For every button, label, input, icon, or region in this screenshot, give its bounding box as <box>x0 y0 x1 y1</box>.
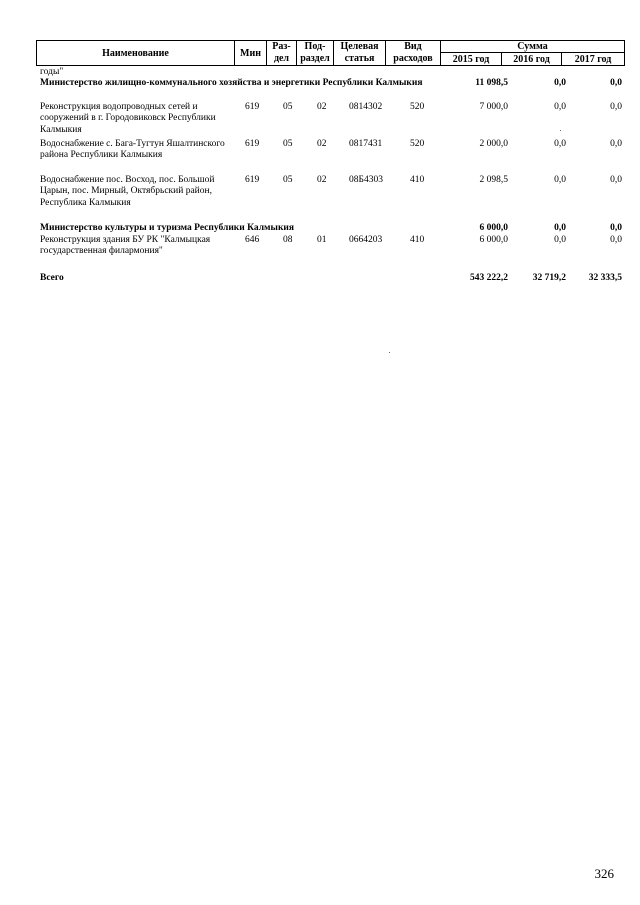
podrazdel-code: 02 <box>317 139 327 149</box>
header-name: Наименование <box>37 41 235 66</box>
header-celevaya-2: статья <box>334 53 386 66</box>
header-celevaya-1: Целевая <box>334 41 386 53</box>
podrazdel-code: 02 <box>317 102 327 112</box>
expense-type: 410 <box>410 235 425 245</box>
header-razdel-2: дел <box>267 53 297 66</box>
header-min: Мин <box>235 41 267 66</box>
sum-2016: 0,0 <box>554 235 566 245</box>
header-2015: 2015 год <box>441 53 502 66</box>
sum-2015: 7 000,0 <box>479 102 508 112</box>
header-summa: Сумма <box>441 41 625 53</box>
min-code: 619 <box>245 139 260 149</box>
expense-type: 520 <box>410 102 425 112</box>
sum-2017: 0,0 <box>610 223 622 233</box>
sum-2015: 2 098,5 <box>479 175 508 185</box>
row-name: Водоснабжение с. Бага-Тугтун Яшалтинского района Республики Калмыкия <box>40 139 225 161</box>
sum-2016: 0,0 <box>554 102 566 112</box>
sum-2017: 0,0 <box>610 175 622 185</box>
sum-2017: 0,0 <box>610 102 622 112</box>
sum-2017: 0,0 <box>610 235 622 245</box>
min-code: 646 <box>245 235 260 245</box>
min-code: 619 <box>245 102 260 112</box>
razdel-code: 05 <box>283 139 293 149</box>
header-vid-2: расходов <box>386 53 441 66</box>
sum-2016: 0,0 <box>554 78 566 88</box>
scan-speck <box>389 352 390 353</box>
sum-2016: 0,0 <box>554 139 566 149</box>
target-article: 0814302 <box>349 102 383 112</box>
podrazdel-code: 01 <box>317 235 327 245</box>
sum-2017: 32 333,5 <box>588 273 622 283</box>
table-body: годы" Министерство жилищно-коммунального хозяйства и энергетики Республики Калмыкия 11 098,5 0,0 0,0 Реконструкция водопроводных сетей и сооружений в г. Городовиковск Республики Калмыкия 619 05 02 0814302 520 7 000,0 0,0 0,0 Водоснабжение с. Бага-Тугтун Яшалтинского района Республики Калмыкия 619 05 02 0817431 520 2 000,0 0,0 0,0 Водоснабжение пос. Восход, пос. Большой Царын, пос. Мирный, Октябрьский район, Республика Калмыкия 619 05 02 08Б4303 410 2 098,5 0,0 0,0 Министерство культуры и туризма Республики Калмыкия 6 000,0 0,0 0,0 Реконструкция здания БУ РК "Калмыцкая государственная филармония" 646 08 01 0664203 410 6 000,0 0,0 0,0 Всего 543 222,2 32 719,2 32 333,5 <box>40 67 622 283</box>
razdel-code: 08 <box>283 235 293 245</box>
header-2017: 2017 год <box>562 53 625 66</box>
sum-2015: 6 000,0 <box>479 235 508 245</box>
page-number: 326 <box>594 866 614 881</box>
row-name: Реконструкция водопроводных сетей и сооружений в г. Городовиковск Республики Калмыкия <box>40 102 216 135</box>
podrazdel-code: 02 <box>317 175 327 185</box>
razdel-code: 05 <box>283 102 293 112</box>
sum-2015: 543 222,2 <box>470 273 508 283</box>
sum-2017: 0,0 <box>610 139 622 149</box>
razdel-code: 05 <box>283 175 293 185</box>
row-name: Реконструкция здания БУ РК "Калмыцкая государственная филармония" <box>40 235 211 257</box>
row-name: Водоснабжение пос. Восход, пос. Большой Царын, пос. Мирный, Октябрьский район, Республика Калмыкия <box>40 175 215 208</box>
expense-type: 410 <box>410 175 425 185</box>
target-article: 0664203 <box>349 235 383 245</box>
header-podrazdel-2: раздел <box>297 53 334 66</box>
row-name: Всего <box>40 273 64 283</box>
sum-2015: 11 098,5 <box>475 78 508 88</box>
sum-2016: 32 719,2 <box>532 273 566 283</box>
scan-speck <box>560 130 561 131</box>
min-code: 619 <box>245 175 260 185</box>
expense-type: 520 <box>410 139 425 149</box>
header-razdel-1: Раз- <box>267 41 297 53</box>
sum-2017: 0,0 <box>610 78 622 88</box>
sum-2015: 2 000,0 <box>479 139 508 149</box>
header-podrazdel-1: Под- <box>297 41 334 53</box>
sum-2015: 6 000,0 <box>479 223 508 233</box>
budget-table <box>36 40 624 306</box>
header-vid-1: Вид <box>386 41 441 53</box>
sum-2016: 0,0 <box>554 223 566 233</box>
row-name: Министерство жилищно-коммунального хозяйства и энергетики Республики Калмыкия <box>40 78 423 88</box>
target-article: 08Б4303 <box>349 175 383 185</box>
target-article: 0817431 <box>349 139 383 149</box>
header-2016: 2016 год <box>502 53 562 66</box>
table-header <box>36 40 625 66</box>
sum-2016: 0,0 <box>554 175 566 185</box>
row-name: Министерство культуры и туризма Республики Калмыкия <box>40 223 295 233</box>
